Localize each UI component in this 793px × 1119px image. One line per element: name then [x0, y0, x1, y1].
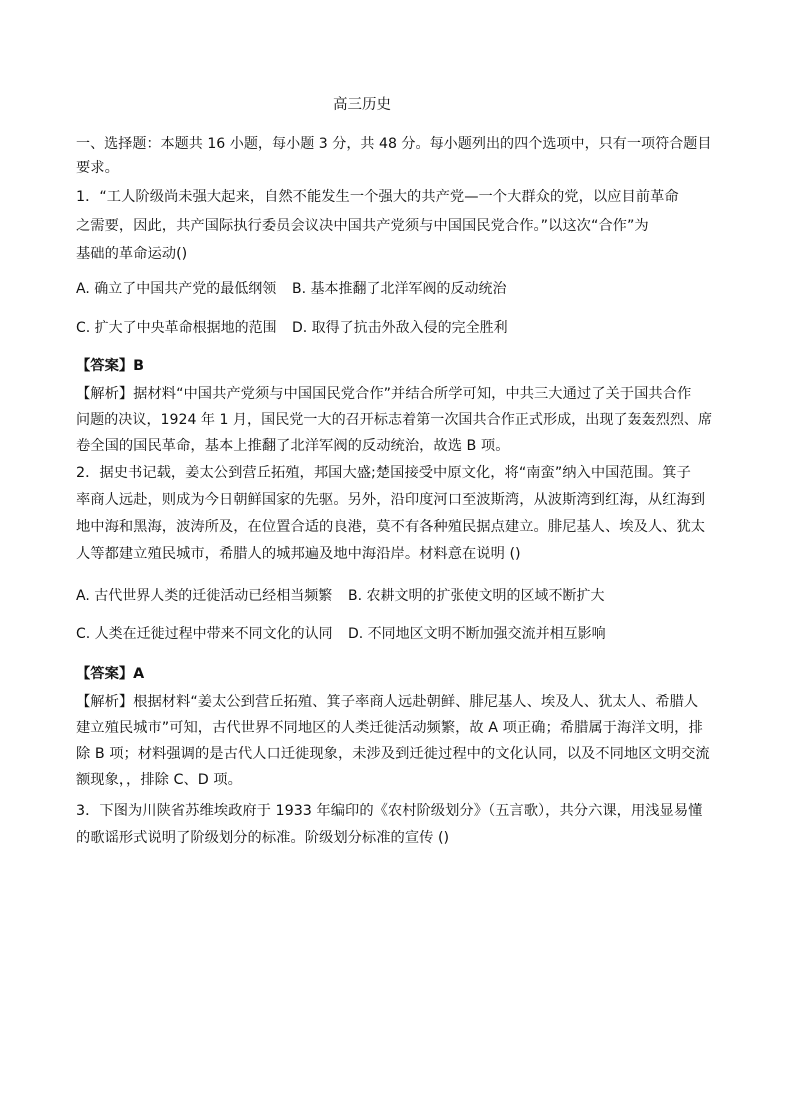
q1-answer: 【答案】B [76, 358, 145, 374]
q1-stem-line-3: 基础的革命运动() [76, 246, 188, 262]
q1-option-d: D. 取得了抗击外敌入侵的完全胜利 [292, 320, 508, 336]
q2-option-a: A. 古代世界人类的迁徙活动已经相当频繁 [76, 588, 333, 604]
q2-analysis-line-1: 【解析】根据材料“姜太公到营丘拓殖、箕子率商人远赴朝鲜、腓尼基人、埃及人、犹太人、希腊人 [76, 694, 699, 710]
q1-stem-line-1: 1．“工人阶级尚未强大起来，自然不能发生一个强大的共产党—一个大群众的党，以应目前革命 [76, 189, 679, 205]
q1-analysis-line-2: 问题的决议，1924 年 1 月，国民党一大的召开标志着第一次国共合作正式形成，出现了轰轰烈烈、席 [76, 412, 713, 428]
q2-option-b: B. 农耕文明的扩张使文明的区域不断扩大 [348, 588, 605, 604]
q2-option-c: C. 人类在迁徙过程中带来不同文化的认同 [76, 626, 333, 642]
q1-stem-line-2: 之需要，因此，共产国际执行委员会议决中国共产党须与中国国民党合作。”以这次“合作”为 [76, 218, 649, 234]
q3-stem-line-2: 的歌谣形式说明了阶级划分的标准。阶级划分标准的宣传 () [76, 830, 450, 846]
q1-analysis-line-1: 【解析】据材料“中国共产党须与中国国民党合作”并结合所学可知，中共三大通过了关于国共合作 [76, 386, 692, 402]
q2-option-d: D. 不同地区文明不断加强交流并相互影响 [348, 626, 606, 642]
q1-option-a: A. 确立了中国共产党的最低纲领 [76, 281, 277, 297]
section-instruction-line-1: 一、选择题：本题共 16 小题，每小题 3 分，共 48 分。每小题列出的四个选项中，只有一项符合题目 [76, 136, 712, 152]
section-instruction-line-2: 要求。 [76, 160, 119, 176]
page-title: 高三历史 [333, 97, 391, 113]
q2-stem-line-2: 率商人远赴，则成为今日朝鲜国家的先驱。另外，沿印度河口至波斯湾，从波斯湾到红海，从红海到 [76, 492, 706, 508]
q1-analysis-line-3: 卷全国的国民革命，基本上推翻了北洋军阀的反动统治，故选 B 项。 [76, 438, 510, 454]
q1-option-b: B. 基本推翻了北洋军阀的反动统治 [292, 281, 507, 297]
q2-stem-line-3: 地中海和黑海，波涛所及，在位置合适的良港，莫不有各种殖民据点建立。腓尼基人、埃及人、犹太 [76, 519, 706, 535]
q2-analysis-line-4: 额现象，，排除 C、D 项。 [76, 772, 242, 788]
q2-analysis-line-3: 除 B 项；材料强调的是古代人口迁徙现象，未涉及到迁徙过程中的文化认同，以及不同地区文明交流 [76, 746, 710, 762]
q2-stem-line-4: 人等都建立殖民城市，希腊人的城邦遍及地中海沿岸。材料意在说明 () [76, 546, 521, 562]
q2-analysis-line-2: 建立殖民城市”可知，古代世界不同地区的人类迁徙活动频繁，故 A 项正确；希腊属于海洋文明，排 [76, 720, 703, 736]
q1-option-c: C. 扩大了中央革命根据地的范围 [76, 320, 277, 336]
q2-stem-line-1: 2．据史书记载，姜太公到营丘拓殖，邦国大盛;楚国接受中原文化，将“南蛮”纳入中国范围。箕子 [76, 465, 691, 481]
q2-answer: 【答案】A [76, 666, 145, 682]
q3-stem-line-1: 3．下图为川陕省苏维埃政府于 1933 年编印的《农村阶级划分》（五言歌），共分六课，用浅显易懂 [76, 803, 703, 819]
